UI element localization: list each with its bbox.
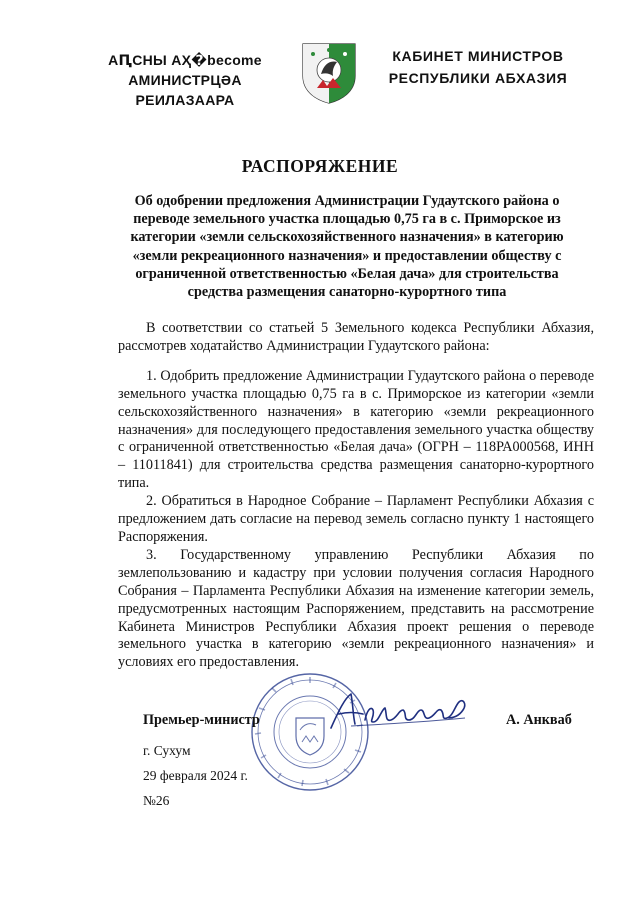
header-right-line1: КАБИНЕТ МИНИСТРОВ — [392, 48, 564, 64]
header-left-line1: АԤСНЫ АҲ�become — [108, 52, 262, 68]
item-2-paragraph: 2. Обратиться в Народное Собрание – Парламент Республики Абхазия с предложением дать согласие на перевод земель согласно пункту 1 настоящего Распоряжения. — [118, 493, 594, 545]
signatory-name: А. Анкваб — [506, 712, 572, 728]
issue-city: г. Сухум — [143, 743, 191, 758]
header-left-line2: АМИНИСТРЦӘА РЕИЛАЗААРА — [128, 72, 242, 108]
issue-date: 29 февраля 2024 г. — [143, 768, 248, 783]
document-title: РАСПОРЯЖЕНИЕ — [241, 156, 399, 176]
document-body — [118, 320, 594, 672]
document-subject: Об одобрении предложения Администрации Гудаутского района о переводе земельного участка площадью 0,75 га в с. Приморское из категории «земли сельскохозяйственного назначения» в категорию «земли рекреационного назначения» и предоставлении обществу с ограниченной ответственностью «Белая дача» для строительства средства размещения санаторно-курортного типа — [130, 193, 564, 301]
item-1-paragraph: 1. Одобрить предложение Администрации Гудаутского района о переводе земельного участка площадью 0,75 га в с. Приморское из категории «земли сельскохозяйственного назначения» в категорию «земли рекреационного назначения» для последующего предоставления земельного участка обществу с ограниченной ответственностью «Белая дача» (ОГРН – 118РА000568, ИНН – 11011841) для строительства средства размещения санаторно-курортного типа. — [118, 367, 594, 492]
preamble-paragraph: В соответствии со статьей 5 Земельного кодекса Республики Абхазия, рассмотрев ходатайство Администрации Гудаутского района: — [118, 320, 594, 354]
item-3-paragraph: 3. Государственному управлению Республики Абхазия по землепользованию и кадастру при условии получения согласия Народного Собрания – Парламента Республики Абхазия на изменение категории земель, предусмотренных настоящим Распоряжением, представить на рассмотрение Кабинета Министров Республики Абхазия проект решения о переводе земельного участка в категорию «земли рекреационного назначения» и условиях его предоставления. — [118, 546, 594, 671]
document-number: №26 — [143, 793, 170, 808]
abkhazia-coat-of-arms-icon — [299, 40, 359, 104]
header-left-abkhaz — [80, 50, 290, 110]
header-right-russian — [378, 45, 578, 89]
handwritten-signature — [325, 688, 475, 736]
signatory-position: Премьер-министр — [143, 712, 260, 728]
header-right-line2: РЕСПУБЛИКИ АБХАЗИЯ — [388, 70, 568, 86]
